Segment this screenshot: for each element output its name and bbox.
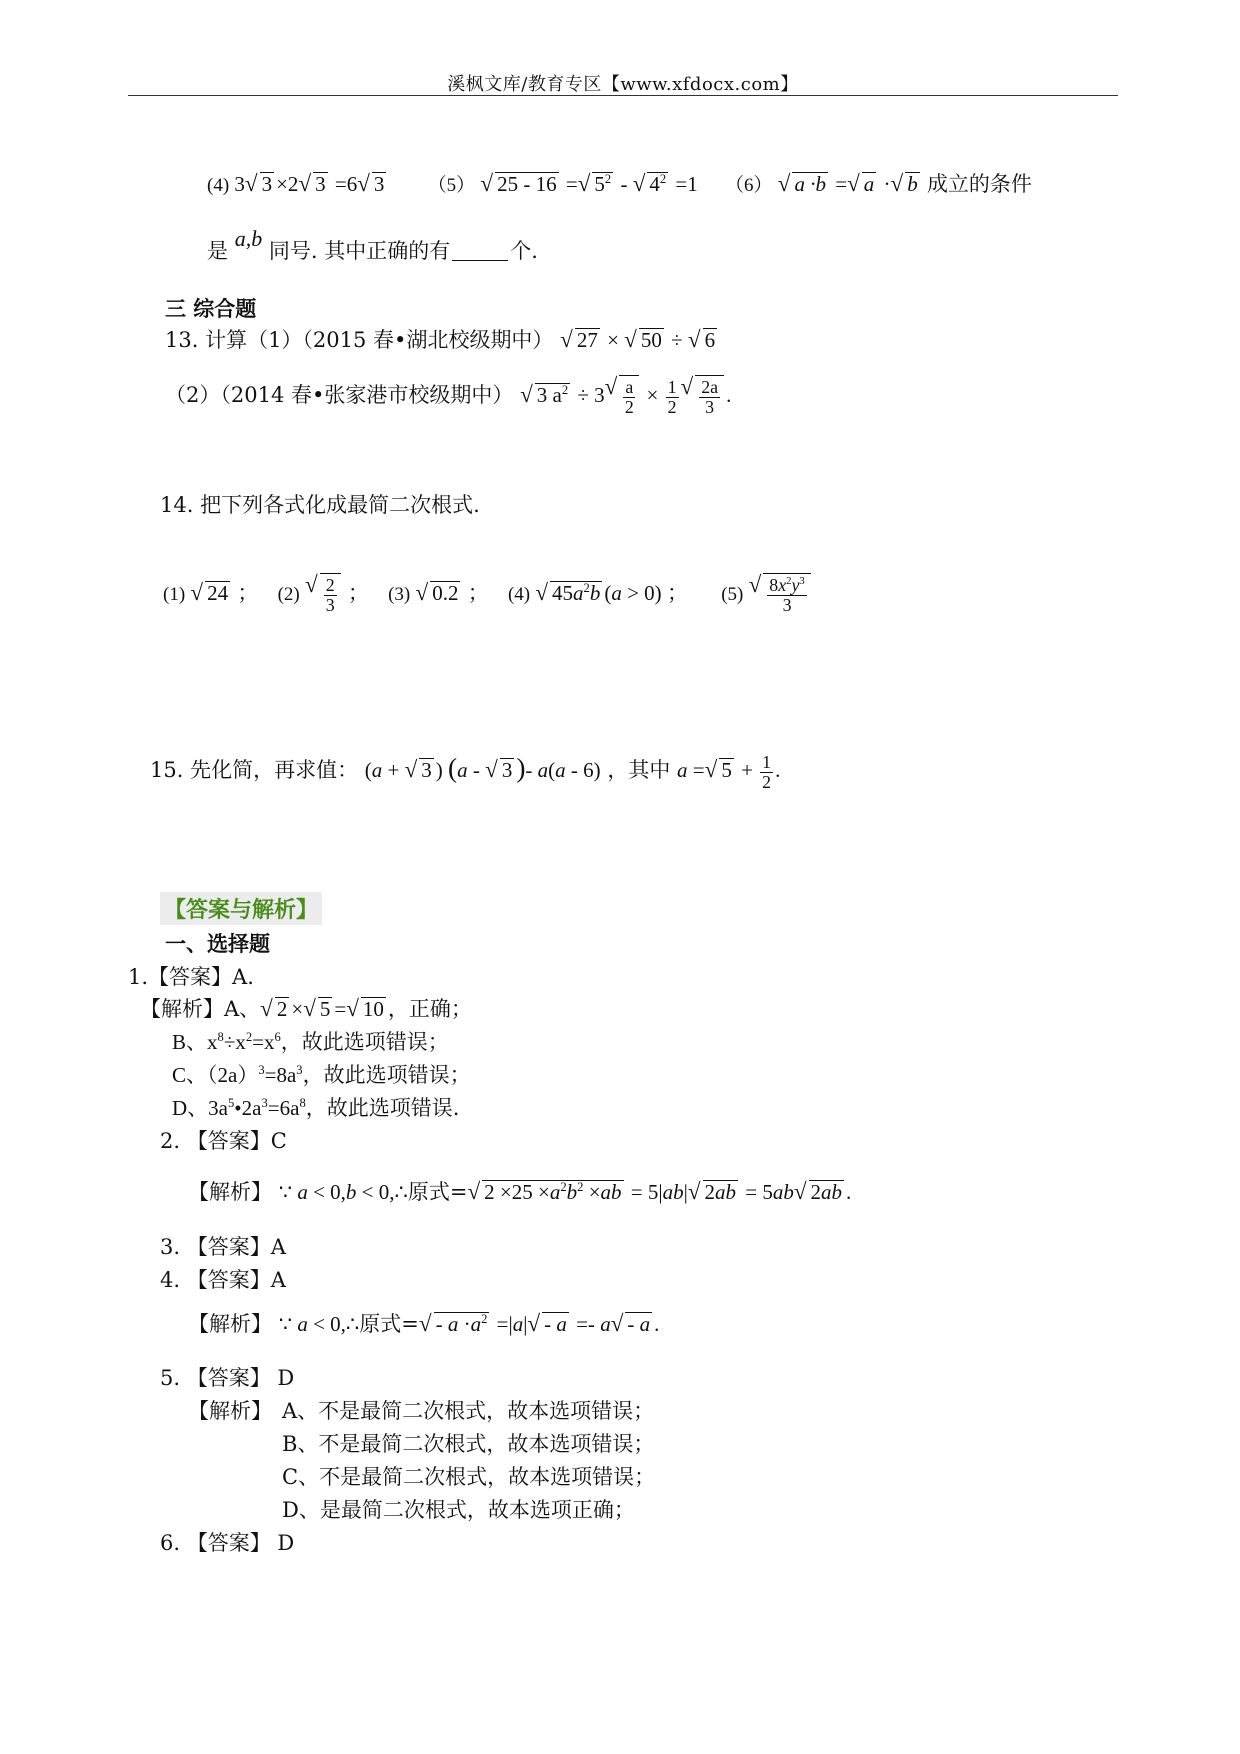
answer-blank: [452, 239, 508, 261]
q12-item6-label: （6）: [725, 175, 773, 196]
a1-c-text: ，故此选项错误；: [302, 1063, 471, 1087]
q15-prefix: 15. 先化简，再求值：: [150, 758, 359, 782]
q12-line2-prefix: 是: [207, 239, 228, 263]
a1-d-text: ，故此选项错误.: [305, 1096, 460, 1120]
a2-expl-label: 【解析】: [188, 1180, 272, 1204]
a1-c-formula: C、$(2a)^3=8a^3$: [172, 1063, 303, 1087]
q12-item5-formula: √ 25 - 16 =√ $5^2$ - √ $4^2 =1$: [480, 172, 697, 196]
q14-sep-2: ；: [347, 581, 369, 606]
q13-formula1: √ 27 × √ 50 ÷ √ 6: [560, 328, 719, 352]
a5-line-d: D、是最简二次根式，故本选项正确；: [282, 1498, 635, 1522]
a2-cond: ∵ a < 0,b < 0,∴: [278, 1180, 408, 1204]
q14-label-3: (3): [388, 584, 411, 606]
q14-title: 14. 把下列各式化成最简二次根式.: [160, 493, 480, 517]
q14-sep-4: ；: [666, 581, 688, 606]
a1-head: 1.【答案】A.: [128, 965, 254, 989]
q14-expr-1: √ 24: [190, 581, 232, 605]
q12-line2: [207, 226, 538, 264]
answers-section-1: 一、选择题: [165, 932, 270, 956]
q12-item6-formula: √ a ·b =√ a ·√ b: [778, 172, 922, 196]
q14-label-5: (5): [721, 584, 744, 606]
q14-label-4: (4): [507, 584, 531, 606]
q14-expr-3: √ 0.2: [416, 581, 463, 605]
a4-head: 4. 【答案】A: [160, 1268, 286, 1292]
q13-line1-text: 13. 计算（1）（2015 春•湖北校级期中）: [165, 328, 554, 352]
a4-formula: √ - $a \cdot a^2 =|a|√ - a =- a√ - a$ .: [419, 1312, 659, 1336]
a1-expl-tail: ，正确；: [387, 997, 472, 1021]
a5-line-a: A、不是最简二次根式，故本选项错误；: [282, 1399, 655, 1423]
q14-label-1: (1): [163, 584, 186, 606]
q12-line1: [207, 172, 1032, 198]
a4-expl: [188, 1312, 659, 1337]
section-title-3: 三 综合题: [165, 297, 257, 321]
q14-sep-1: ；: [237, 581, 259, 606]
q12-item4-formula: 3√ 3 ×2√ 3 =6√ 3: [234, 172, 388, 196]
a5-head: 5. 【答案】 D: [160, 1366, 295, 1390]
q12-item5-label: （5）: [427, 175, 476, 196]
a6-head: 6. 【答案】 D: [160, 1531, 295, 1555]
q12-item6-tail: 成立的条件: [926, 172, 1032, 196]
q15: [150, 752, 780, 791]
page-header: 溪枫文库/教育专区【www.xfdocx.com】: [447, 74, 799, 95]
q14-expr-4: √ $45a^2b$ (a > 0): [535, 581, 661, 605]
q15-condition: a =√ 5 + $\frac{1}{2}$ .: [677, 758, 780, 782]
header-divider: [128, 95, 1118, 96]
a2-formula: √ $2 \times 25 \times a^2b^2 \times ab = 5|ab|√$ 2ab = 5ab√ 2ab .: [467, 1180, 851, 1204]
q15-expression: (a + √ 3 ) (a - √ 3 )- a(a - 6): [365, 758, 601, 782]
q13-line2-text: （2）（2014 春•张家港市校级期中）: [165, 383, 514, 408]
a4-expl-label: 【解析】: [188, 1312, 272, 1336]
a1-expl-c: [172, 1063, 471, 1088]
q14-expr-5: √ $\frac{8x^2y^3}{3}$: [749, 581, 813, 605]
a1-expl-a: [140, 997, 472, 1022]
q14-sep-3: ；: [467, 581, 489, 606]
q13-line1: [165, 328, 719, 353]
q14-label-2: (2): [277, 584, 300, 606]
a1-d-formula: D、$3a^5•2a^3=6a^8$: [172, 1096, 306, 1120]
q14-items: [163, 573, 813, 614]
a1-expl-b: [172, 1030, 449, 1055]
a5-expl-label: 【解析】: [188, 1399, 272, 1423]
a2-yuanshi: 原式=: [407, 1180, 468, 1204]
a4-cond: ∵ a < 0,∴: [278, 1312, 360, 1336]
a1-b-formula: B、$x^8\div x^2=x^6$: [172, 1030, 281, 1054]
a1-expl-formula: √ 2 ×√ 5 =√ 10: [260, 997, 388, 1021]
a5-line-b: B、不是最简二次根式，故本选项错误；: [282, 1432, 655, 1456]
a4-yuanshi: 原式=: [359, 1312, 419, 1336]
q15-mid: ，其中: [607, 758, 671, 782]
q12-vars: a,b: [234, 226, 263, 251]
a2-expl: [188, 1180, 851, 1205]
a1-expl-d: [172, 1096, 459, 1121]
a2-head: 2. 【答案】C: [160, 1129, 287, 1153]
a1-expl-label: 【解析】A、: [140, 997, 261, 1021]
q12-line2-text: 同号. 其中正确的有: [268, 239, 451, 263]
q13-line2: [165, 375, 731, 416]
a3-head: 3. 【答案】A: [160, 1235, 286, 1259]
q12-item4-label: (4): [207, 175, 230, 196]
q12-line2-end: 个.: [510, 239, 538, 263]
q13-formula2: √ 3 $a^2 \div 3$ √ $\frac{a}{2}$ × $\frac{1}{2}$ √ $\frac{2a}{3}$ .: [520, 383, 731, 407]
a1-b-text: ，故此选项错误；: [280, 1030, 449, 1054]
a5-line-c: C、不是最简二次根式，故本选项错误；: [282, 1465, 656, 1489]
q14-expr-2: √ $\frac{2}{3}$: [305, 581, 343, 605]
answers-banner: 【答案与解析】: [160, 892, 322, 925]
